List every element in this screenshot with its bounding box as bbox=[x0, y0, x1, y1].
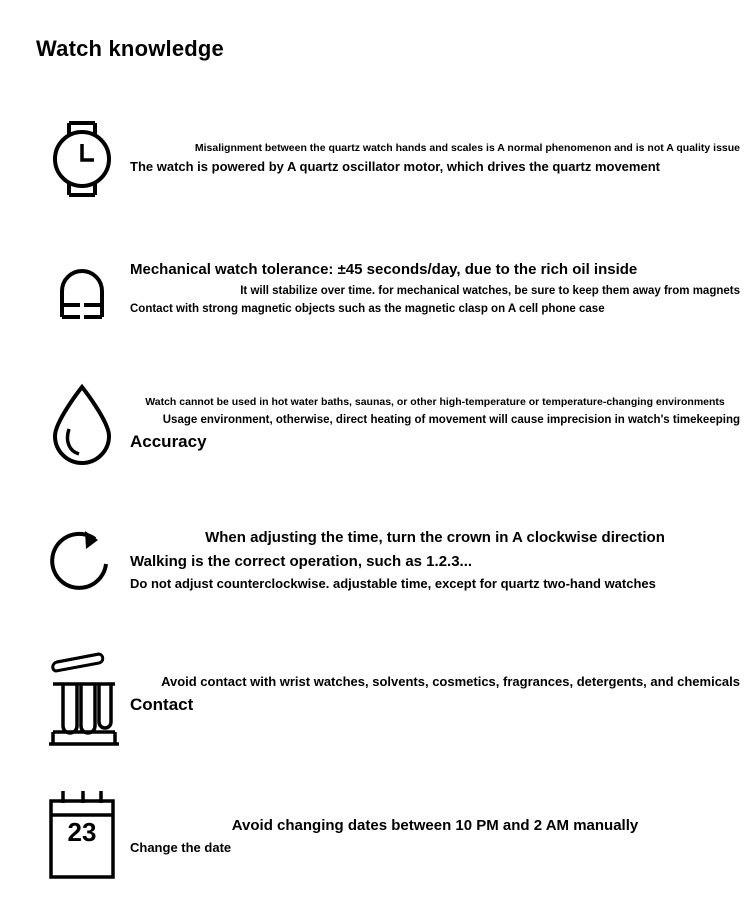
watch-icon-container bbox=[36, 104, 128, 214]
magnet-icon-container bbox=[36, 252, 128, 342]
text-line: When adjusting the time, turn the crown in A clockwise direction bbox=[205, 529, 665, 546]
text-line: Walking is the correct operation, such as 1.2.3... bbox=[130, 553, 473, 570]
text-line: Contact bbox=[130, 695, 194, 714]
text-line: Usage environment, otherwise, direct heating of movement will cause imprecision in watch's timekeeping bbox=[162, 414, 740, 426]
text-line: Change the date bbox=[130, 840, 232, 855]
watch-icon bbox=[45, 111, 119, 207]
crown-text-block bbox=[130, 526, 740, 594]
page-title: Watch knowledge bbox=[36, 36, 224, 61]
calendar-icon bbox=[45, 785, 119, 885]
contact-text-block bbox=[130, 672, 740, 718]
text-line: Avoid changing dates between 10 PM and 2 AM manually bbox=[231, 817, 639, 834]
text-line: Watch cannot be used in hot water baths, saunas, or other high-temperature or temperature-changing environments bbox=[145, 396, 725, 408]
text-line: Contact with strong magnetic objects such as the magnetic clasp on A cell phone case bbox=[130, 303, 605, 315]
text-line: Avoid contact with wrist watches, solvents, cosmetics, fragrances, detergents, and chemicals bbox=[161, 674, 740, 689]
test-tube-rack-icon-container bbox=[36, 640, 128, 758]
clockwise-arrow-icon-container bbox=[36, 516, 128, 612]
water-text-block bbox=[130, 394, 740, 455]
water-drop-icon bbox=[47, 381, 117, 467]
test-tube-rack-icon bbox=[43, 644, 121, 754]
text-line: The watch is powered by A quartz oscillator motor, which drives the quartz movement bbox=[130, 159, 660, 174]
text-line: Misalignment between the quartz watch hands and scales is A normal phenomenon and is not A quality issue bbox=[194, 142, 740, 154]
magnet-icon bbox=[46, 261, 118, 333]
clockwise-arrow-icon bbox=[45, 523, 119, 605]
calendar-icon-container bbox=[36, 780, 128, 890]
text-line: Do not adjust counterclockwise. adjustable time, except for quartz two-hand watches bbox=[130, 576, 656, 591]
magnet-text-block bbox=[130, 258, 740, 318]
text-line: Accuracy bbox=[130, 432, 207, 451]
text-line: Mechanical watch tolerance: ±45 seconds/day, due to the rich oil inside bbox=[130, 261, 638, 278]
text-line: It will stabilize over time. for mechanical watches, be sure to keep them away from magnets bbox=[240, 285, 740, 297]
calendar-day: 23 bbox=[67, 817, 97, 847]
date-text-block bbox=[130, 814, 740, 858]
water-drop-icon-container bbox=[36, 378, 128, 470]
quartz-text-block bbox=[130, 140, 740, 177]
